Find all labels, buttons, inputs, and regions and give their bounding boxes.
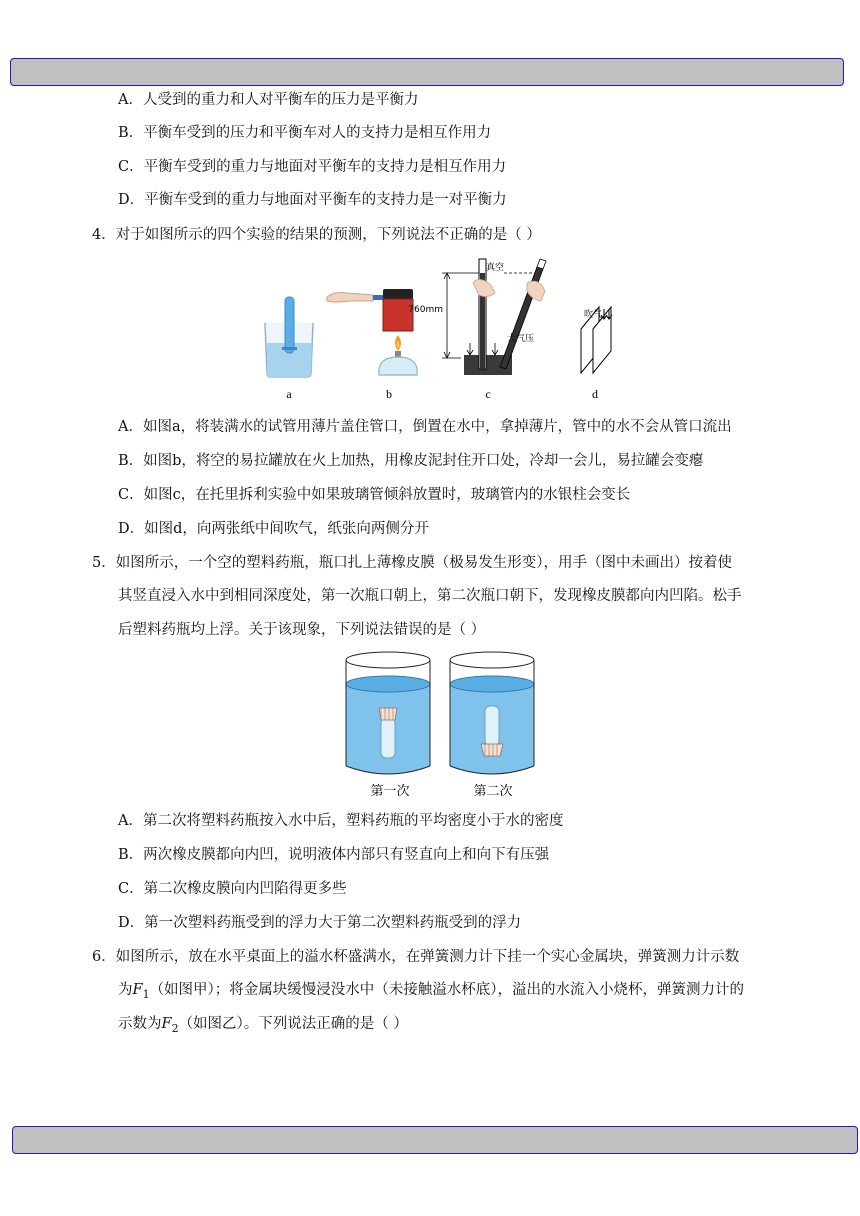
figure-label-a: a [286,387,292,401]
figure-label-second: 第二次 [473,784,513,799]
q5-option-d: D．第一次塑料药瓶受到的浮力大于第二次塑料药瓶受到的浮力 [118,915,522,931]
q5-stem-line-3: 后塑料药瓶均上浮。关于该现象，下列说法错误的是（ ） [118,622,486,638]
q4-option-c: C．如图c，在托里拆利实验中如果玻璃管倾斜放置时，玻璃管内的水银柱会变长 [118,487,631,503]
figure-d-blow-label: 吹气 [583,310,603,320]
q5-option-a: A．第二次将塑料药瓶按入水中后，塑料药瓶的平均密度小于水的密度 [118,813,564,829]
figure-b-can-burner [327,289,417,375]
q4-stem: 4．对于如图所示的四个实验的结果的预测，下列说法不正确的是（ ） [92,227,541,243]
figure-label-b: b [386,387,392,401]
figure-c-height-label: 760mm [408,305,443,315]
q6-stem-line-1: 6．如图所示，放在水平桌面上的溢水杯盛满水，在弹簧测力计下挂一个实心金属块，弹簧测力计示数 [92,949,740,965]
figure-c-vacuum-label: 真空 [486,263,505,273]
variable-subscript: 2 [171,1021,179,1035]
q3-option-d: D．平衡车受到的重力与地面对平衡车的支持力是一对平衡力 [118,192,507,208]
q5-stem-line-1: 5．如图所示，一个空的塑料药瓶，瓶口扎上薄橡皮膜（极易发生形变），用手（图中未画出）按着使 [92,555,732,571]
q4-option-b: B．如图b，将空的易拉罐放在火上加热，用橡皮泥封住开口处，冷却一会儿，易拉罐会变瘪 [118,453,704,469]
q4-option-a: A．如图a，将装满水的试管用薄片盖住管口，倒置在水中，拿掉薄片，管中的水不会从管口流出 [118,419,732,435]
q3-option-b: B．平衡车受到的压力和平衡车对人的支持力是相互作用力 [118,125,492,141]
q5-option-c: C．第二次橡皮膜向内凹陷得更多些 [118,881,347,897]
q6-text-segment: （如图甲）；将金属块缓慢浸没水中（未接触溢水杯底），溢出的水流入小烧杯，弹簧测力计的 [149,982,745,998]
container-second [450,652,534,774]
q6-text-segment: 示数为 [118,1016,162,1032]
figure-c-pressure-label: 大气压 [507,334,535,344]
q6-stem-line-3 [118,1014,408,1039]
header-bar [10,58,844,86]
figure-a-beaker [265,297,313,377]
q6-stem-line-2 [118,980,744,1005]
footer-bar [12,1126,858,1154]
q6-text-segment: （如图乙）。下列说法正确的是（ ） [178,1016,408,1032]
figure-label-d: d [592,387,598,401]
q3-option-a: A．人受到的重力和人对平衡车的压力是平衡力 [118,92,419,108]
variable-f: F [132,982,143,998]
q5-option-b: B．两次橡皮膜都向内凹，说明液体内部只有竖直向上和向下有压强 [118,847,550,863]
figure-c-torricelli [442,259,546,375]
q4-figure [255,255,625,405]
variable-subscript: 1 [142,987,150,1001]
variable-f: F [161,1016,172,1032]
figure-label-c: c [485,387,491,401]
q3-option-c: C．平衡车受到的重力与地面对平衡车的支持力是相互作用力 [118,159,507,175]
q5-figure [340,650,540,800]
q5-stem-line-2: 其竖直浸入水中到相同深度处，第一次瓶口朝上，第二次瓶口朝下，发现橡皮膜都向内凹陷。松手 [118,588,742,604]
q4-option-d: D．如图d，向两张纸中间吹气，纸张向两侧分开 [118,521,429,537]
q6-text-segment: 为 [118,982,133,998]
container-first [346,652,430,774]
figure-label-first: 第一次 [370,784,410,799]
